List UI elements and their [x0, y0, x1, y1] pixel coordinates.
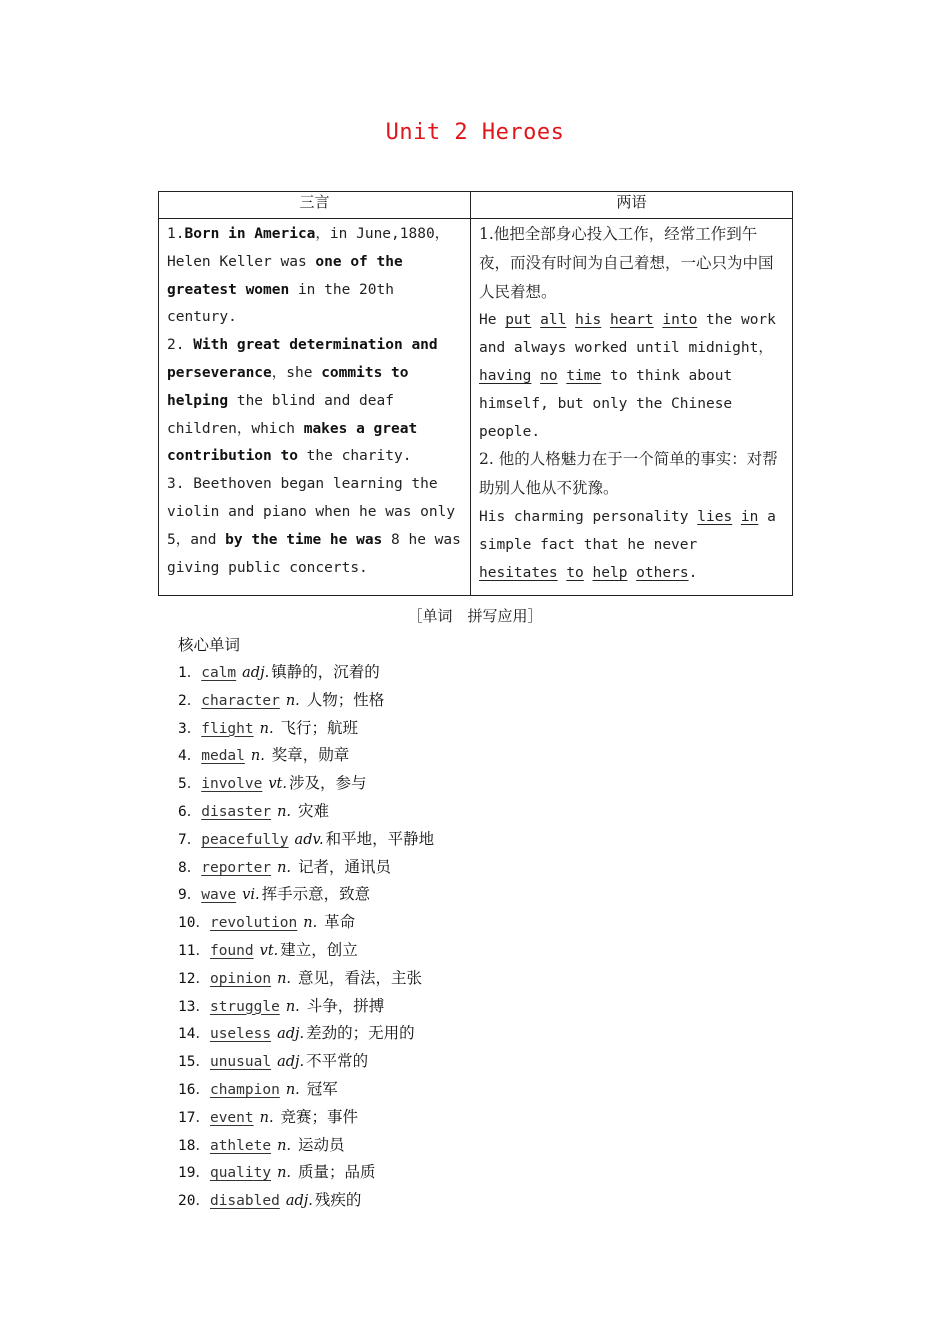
right-sentence-fragment: .	[688, 564, 698, 581]
right-sentence-fragment	[531, 312, 540, 328]
vocabulary-word: athlete	[209, 1137, 272, 1154]
vocabulary-item	[178, 993, 434, 1021]
right-sentence-fragment: having	[479, 367, 532, 384]
left-sentence-fragment: With great determination and perseverance	[167, 337, 438, 381]
part-of-speech: n.	[285, 1081, 300, 1098]
word-meaning: 灾难	[293, 801, 329, 820]
part-of-speech: vt.	[268, 776, 287, 793]
vocabulary-item	[178, 965, 434, 993]
word-meaning: 镇静的，沉着的	[271, 663, 380, 681]
word-meaning: 飞行；航班	[275, 718, 359, 737]
right-sentence-fragment	[531, 368, 540, 384]
vocabulary-item	[178, 1187, 434, 1215]
item-number: 4．	[178, 748, 202, 765]
vocabulary-item	[178, 881, 434, 909]
part-of-speech: n.	[250, 748, 265, 765]
part-of-speech: n.	[277, 1137, 292, 1154]
item-number: 19．	[178, 1165, 210, 1182]
vocabulary-word: champion	[209, 1081, 280, 1098]
vocabulary-item	[178, 854, 434, 882]
vocabulary-word: flight	[201, 720, 254, 737]
right-sentence-fragment: His charming personality	[479, 508, 698, 525]
right-sentence-fragment: into	[662, 312, 698, 329]
vocabulary-word: medal	[201, 748, 245, 765]
left-sentence-fragment: the blind and deaf children，which	[167, 392, 394, 437]
right-sentence-fragment	[566, 312, 575, 328]
right-sentence-fragment: a simple fact that he never	[479, 508, 776, 553]
left-sentence-fragment: ，she	[271, 364, 322, 381]
left-sentence-fragment: 2.	[167, 337, 194, 354]
right-sentence-fragment: 1.他把全部身心投入工作，经常工作到午夜，而没有时间为自己着想，一心只为中国人民着想。	[479, 225, 774, 301]
word-meaning: 革命	[319, 913, 356, 932]
part-of-speech: vt.	[259, 942, 279, 959]
vocabulary-word: quality	[209, 1165, 272, 1182]
part-of-speech: n.	[277, 803, 292, 820]
vocabulary-word: disaster	[201, 803, 272, 820]
vocabulary-word: useless	[209, 1026, 272, 1043]
right-sentence-fragment: time	[566, 367, 602, 384]
vocabulary-item	[178, 1076, 434, 1104]
part-of-speech: n.	[285, 692, 300, 709]
left-sentence-fragment: 1.	[167, 226, 185, 242]
vocabulary-item	[178, 659, 434, 687]
vocabulary-word: found	[209, 942, 254, 959]
left-column-header: 三言	[159, 192, 471, 219]
left-sentence-fragment: 3. Beethoven began learning the violin and piano when he was only 5，and	[167, 476, 456, 548]
right-sentence-fragment: He	[479, 312, 506, 329]
word-meaning: 意见，看法，主张	[293, 968, 422, 987]
part-of-speech: n.	[277, 970, 292, 987]
vocabulary-word: disabled	[209, 1193, 280, 1210]
item-number: 15．	[178, 1054, 210, 1071]
vocabulary-word: opinion	[209, 970, 272, 987]
item-number: 10．	[178, 915, 210, 932]
item-number: 20．	[178, 1193, 210, 1210]
left-sentence-fragment: by the time he was	[225, 531, 383, 548]
item-number: 5．	[178, 776, 202, 793]
right-sentence-fragment: in	[740, 508, 759, 525]
word-meaning: 质量；品质	[293, 1163, 376, 1182]
part-of-speech: n.	[277, 859, 292, 876]
vocabulary-item	[178, 742, 434, 770]
left-sentence-fragment: makes a great contribution to	[167, 420, 418, 465]
item-number: 18．	[178, 1137, 210, 1154]
right-column-header: 两语	[471, 192, 793, 219]
item-number: 2．	[178, 692, 202, 709]
vocabulary-word: revolution	[209, 915, 298, 932]
word-meaning: 挥手示意，致意	[261, 885, 371, 904]
word-meaning: 斗争，拼搏	[301, 996, 385, 1015]
word-meaning: 不平常的	[306, 1052, 369, 1071]
section-label: ［单词 拼写应用］	[407, 607, 543, 625]
left-sentence-fragment: one of the greatest women	[167, 253, 403, 298]
part-of-speech: adv.	[294, 831, 324, 848]
right-sentence-fragment	[558, 565, 567, 581]
word-meaning: 奖章，勋章	[266, 746, 350, 765]
word-meaning: 和平地，平静地	[325, 829, 435, 848]
item-number: 3．	[178, 720, 202, 737]
left-sentence-fragment: the charity.	[297, 448, 412, 465]
right-sentence-fragment: to think about himself, but only the Chinese people.	[479, 367, 733, 440]
vocabulary-word: character	[201, 692, 280, 709]
word-meaning: 记者，通讯员	[293, 857, 391, 876]
vocabulary-item	[178, 1020, 434, 1048]
right-sentence-fragment	[584, 565, 593, 581]
right-sentence-fragment: hesitates	[479, 564, 558, 581]
right-sentence-fragment: put	[505, 312, 532, 329]
list-heading: 核心单词	[178, 636, 241, 654]
item-number: 11．	[178, 942, 210, 959]
vocabulary-item	[178, 909, 434, 937]
part-of-speech: vi.	[242, 887, 260, 904]
vocabulary-word: wave	[201, 887, 237, 904]
vocabulary-list	[178, 659, 434, 1215]
item-number: 9．	[178, 887, 202, 904]
left-sentence-fragment: in the 20th century.	[167, 281, 394, 326]
vocabulary-item	[178, 770, 434, 798]
part-of-speech: adj.	[242, 665, 270, 681]
vocabulary-item	[178, 826, 434, 854]
vocabulary-word: reporter	[201, 859, 272, 876]
right-sentence-fragment: 2. 他的人格魅力在于一个简单的事实：对帮助别人他从不犹豫。	[479, 450, 778, 498]
left-sentences-cell	[159, 219, 471, 596]
right-sentence-fragment	[627, 565, 636, 581]
part-of-speech: n.	[285, 998, 300, 1015]
vocabulary-item	[178, 715, 434, 743]
vocabulary-item	[178, 798, 434, 826]
item-number: 1．	[178, 665, 202, 681]
right-sentence-fragment: lies	[697, 508, 733, 525]
right-sentence-fragment: his	[575, 312, 602, 329]
item-number: 14．	[178, 1026, 210, 1043]
part-of-speech: n.	[303, 915, 318, 932]
left-sentence-fragment: Born in America	[184, 226, 316, 242]
word-meaning: 运动员	[293, 1135, 345, 1154]
right-sentence-fragment: the work and always worked until midnight，	[479, 312, 776, 357]
part-of-speech: adj.	[277, 1026, 305, 1043]
item-number: 6．	[178, 803, 202, 820]
vocabulary-word: calm	[201, 665, 237, 681]
right-sentence-fragment: help	[592, 564, 628, 581]
vocabulary-word: peacefully	[201, 831, 289, 848]
vocabulary-item	[178, 1159, 434, 1187]
right-sentence-fragment: others	[636, 564, 689, 581]
item-number: 12．	[178, 970, 210, 987]
item-number: 7．	[178, 831, 202, 848]
vocabulary-word: event	[209, 1109, 254, 1126]
vocabulary-word: struggle	[209, 998, 280, 1015]
right-sentence-fragment	[601, 312, 610, 328]
vocabulary-word: involve	[201, 776, 263, 793]
part-of-speech: n.	[277, 1165, 292, 1182]
part-of-speech: adj.	[277, 1054, 305, 1071]
right-sentence-fragment: all	[540, 312, 567, 329]
right-sentence-fragment	[732, 509, 741, 525]
left-sentence-fragment: ，in June,1880，Helen Keller was	[167, 226, 450, 270]
item-number: 16．	[178, 1081, 210, 1098]
vocabulary-item	[178, 1132, 434, 1160]
item-number: 8．	[178, 859, 202, 876]
right-sentence-fragment: no	[540, 367, 558, 384]
vocabulary-item	[178, 687, 434, 715]
word-meaning: 差劲的；无用的	[306, 1024, 415, 1043]
word-meaning: 残疾的	[314, 1191, 362, 1210]
page-title: Unit 2 Heroes	[385, 120, 565, 145]
left-sentence-fragment: commits to helping	[167, 364, 409, 409]
part-of-speech: adj.	[285, 1193, 313, 1210]
part-of-speech: n.	[259, 720, 274, 737]
vocabulary-item	[178, 937, 434, 965]
word-meaning: 涉及，参与	[288, 774, 367, 793]
vocabulary-item	[178, 1104, 434, 1132]
word-meaning: 竞赛；事件	[275, 1107, 359, 1126]
word-meaning: 人物；性格	[301, 690, 385, 709]
right-sentence-fragment: heart	[610, 312, 654, 329]
sentence-table	[158, 191, 793, 596]
word-meaning: 建立，创立	[280, 940, 358, 959]
part-of-speech: n.	[259, 1109, 274, 1126]
right-sentences-cell	[471, 219, 793, 596]
word-meaning: 冠军	[301, 1079, 338, 1098]
item-number: 17．	[178, 1109, 210, 1126]
vocabulary-word: unusual	[209, 1054, 272, 1071]
item-number: 13．	[178, 998, 210, 1015]
right-sentence-fragment: to	[566, 564, 584, 581]
left-sentence-fragment: 8 he was giving public concerts.	[167, 531, 461, 576]
vocabulary-item	[178, 1048, 434, 1076]
